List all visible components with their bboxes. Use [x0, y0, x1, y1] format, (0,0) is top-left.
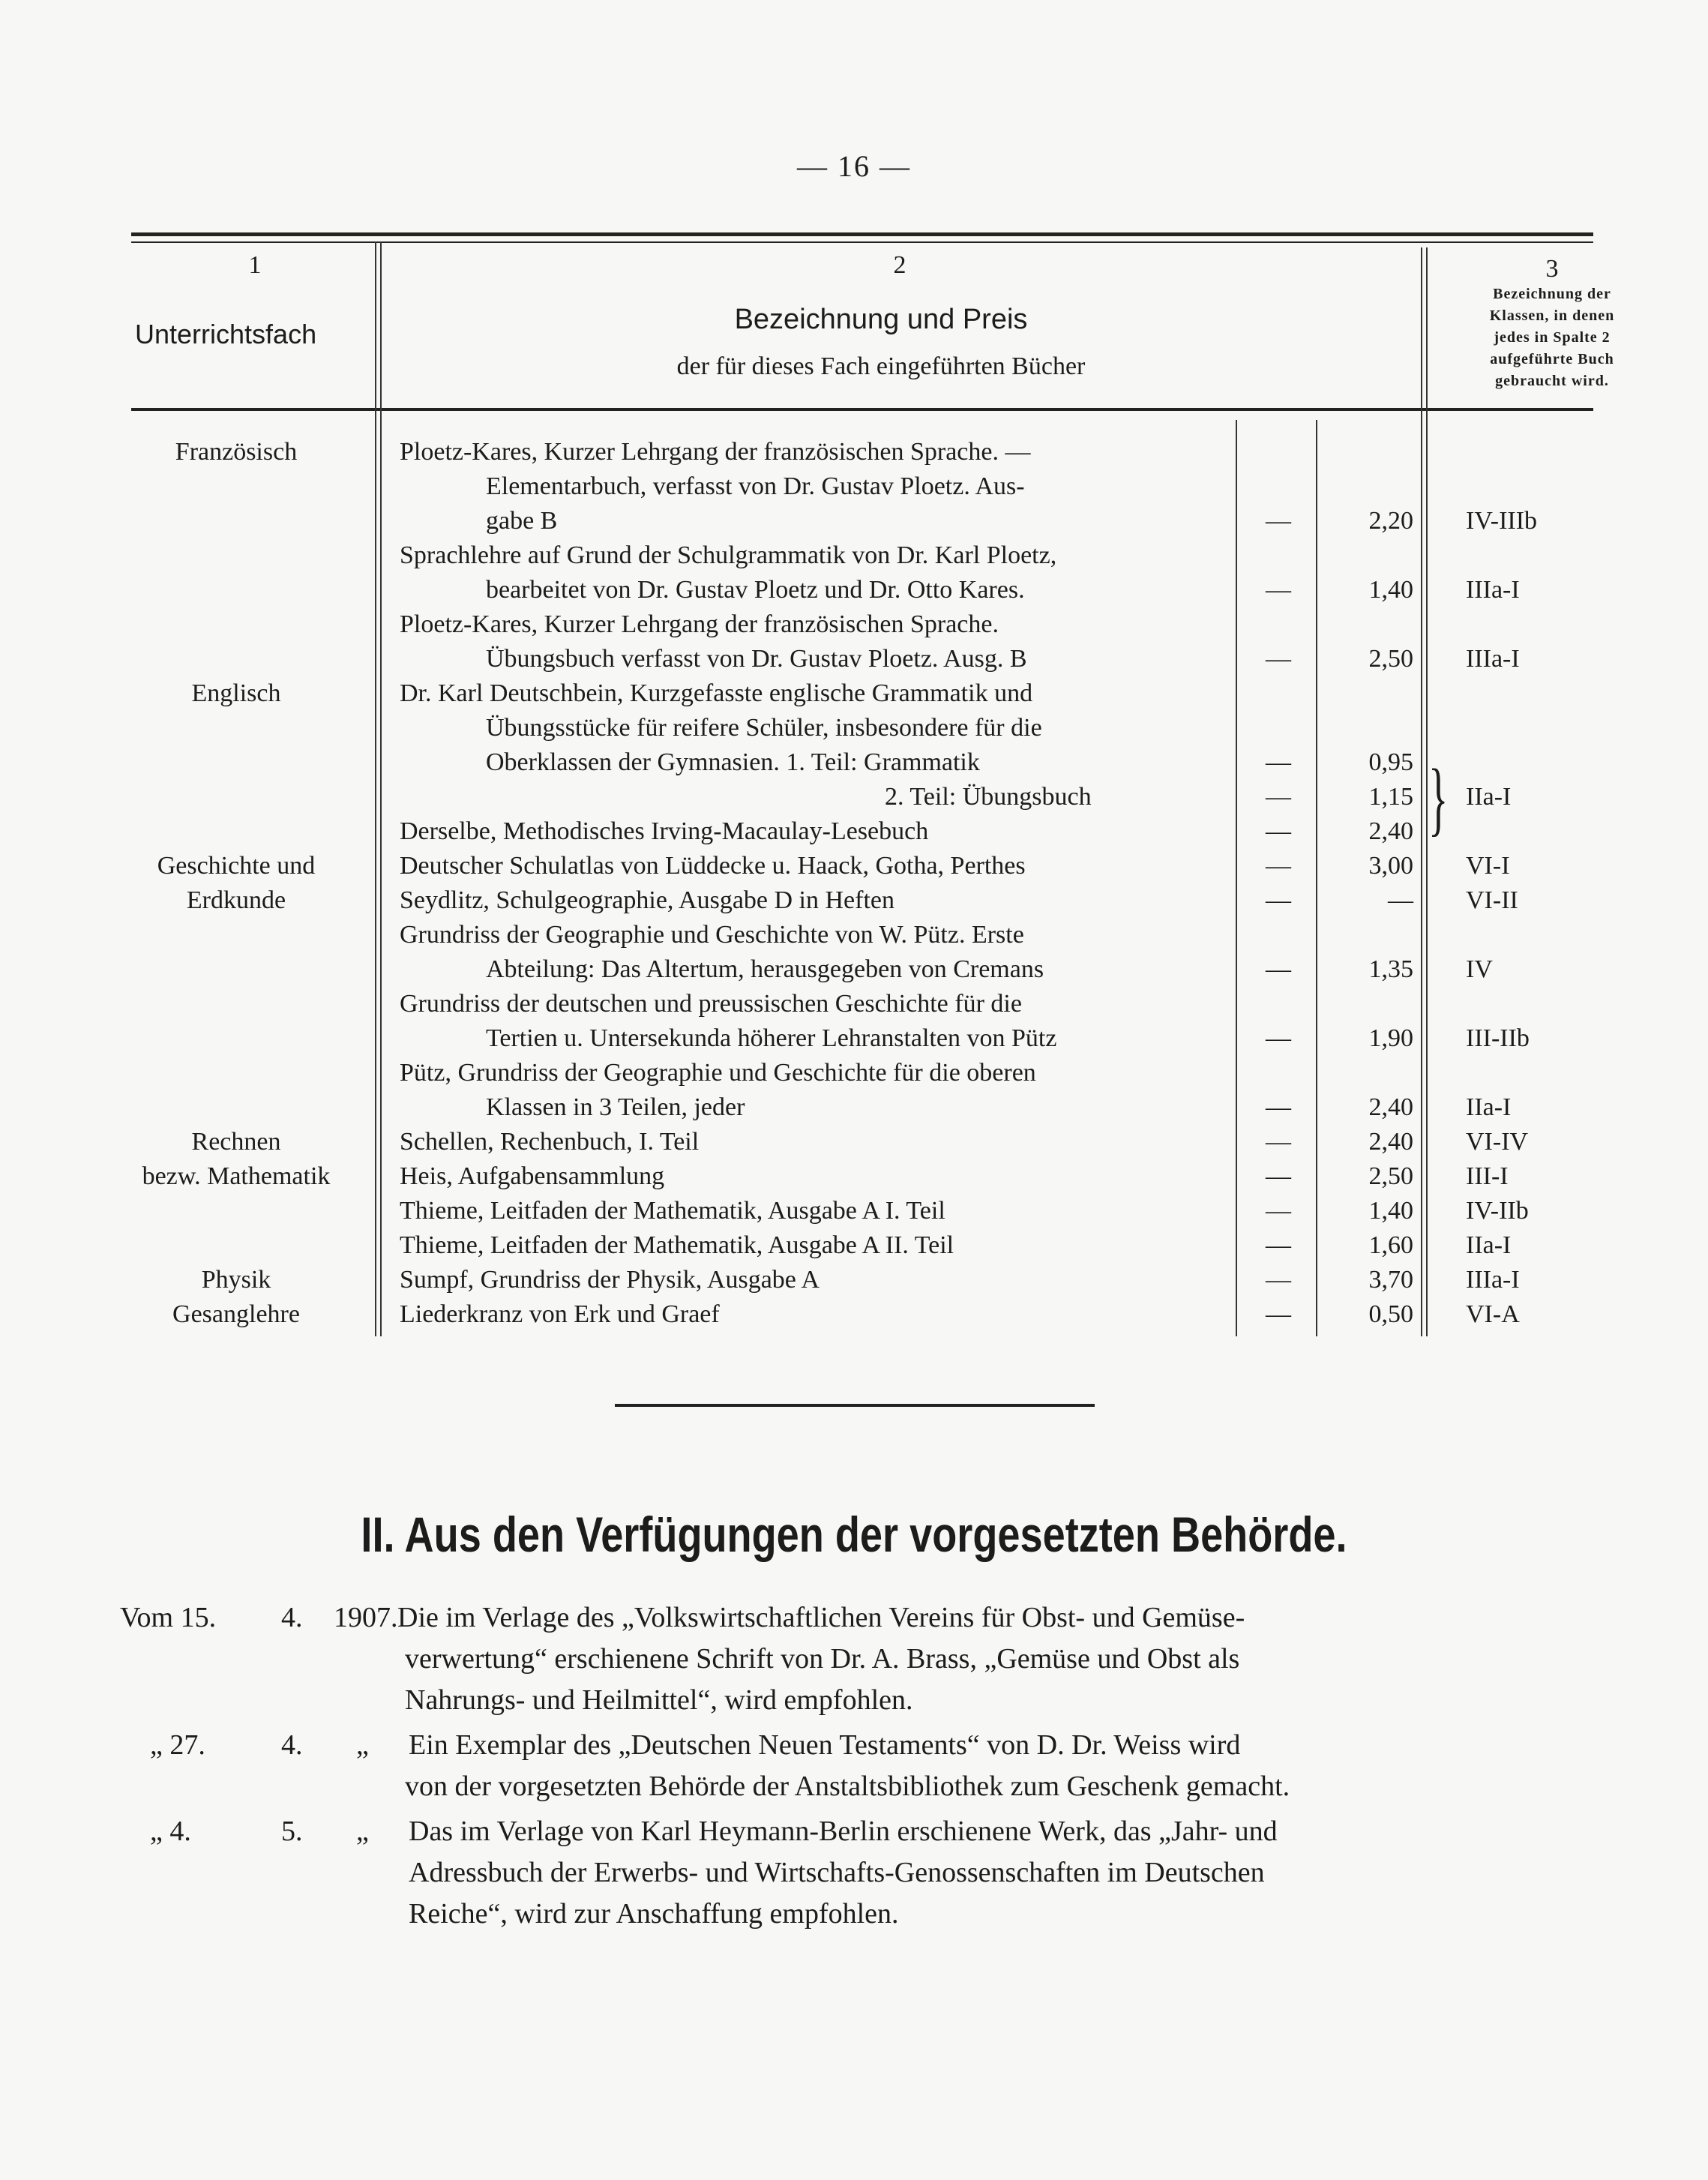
table-row: Erdkunde Seydlitz, Schulgeographie, Ausgabe D in Heften — — VI-II [186, 886, 1518, 914]
order-text-line: Nahrungs- und Heilmittel“, wird empfohlen. [405, 1684, 913, 1716]
table-row: bezw. Mathematik Heis, Aufgabensammlung — 2,50 III-I [142, 1162, 1509, 1190]
table-row: Physik Sumpf, Grundriss der Physik, Ausgabe A — 3,70 IIIa-I [201, 1266, 1520, 1294]
column-number-2: 2 [893, 251, 906, 279]
page-number: — 16 — [797, 149, 911, 183]
table-top-rule [131, 232, 1593, 236]
table-row: Geschichte und Deutscher Schulatlas von Lüddecke u. Haack, Gotha, Perthes — 3,00 VI-I [157, 852, 1510, 880]
table-row: Übungsstücke für reifere Schüler, insbesondere für die [486, 714, 1042, 742]
column-header-title: Bezeichnung und Preis [734, 304, 1028, 335]
table-row: bearbeitet von Dr. Gustav Ploetz und Dr. Otto Kares. — 1,40 IIIa-I [486, 576, 1520, 604]
order-text-line: Reiche“, wird zur Anschaffung empfohlen. [409, 1898, 899, 1930]
table-row: Thieme, Leitfaden der Mathematik, Ausgabe A II. Teil — 1,60 IIa-I [400, 1231, 1512, 1259]
table-row: Pütz, Grundriss der Geographie und Geschichte für die oberen [400, 1059, 1036, 1087]
order-date-month: 4. [281, 1602, 303, 1633]
column-header-subtitle: der für dieses Fach eingeführten Bücher [676, 352, 1086, 380]
table-row: Englisch Dr. Karl Deutschbein, Kurzgefasste englische Grammatik und [191, 679, 1033, 707]
brace-icon: } [1428, 752, 1449, 844]
table-row: Ploetz-Kares, Kurzer Lehrgang der französischen Sprache. [400, 610, 999, 638]
order-date-day: „ 4. [150, 1816, 191, 1847]
order-date-year: 1907. [334, 1602, 398, 1633]
table-row: gabe B — 2,20 IV-IIIb [486, 507, 1538, 535]
order-text-line: Ein Exemplar des „Deutschen Neuen Testaments“ von D. Dr. Weiss wird [409, 1729, 1241, 1761]
header-bottom-rule [131, 408, 1593, 411]
table-row: Sprachlehre auf Grund der Schulgrammatik von Dr. Karl Ploetz, [400, 541, 1057, 569]
table-row: 2. Teil: Übungsbuch — 1,15 IIa-I [885, 783, 1512, 811]
table-row: Gesanglehre Liederkranz von Erk und Graef — 0,50 VI-A [172, 1300, 1520, 1328]
section-separator [615, 1404, 1095, 1407]
table-row: Derselbe, Methodisches Irving-Macaulay-Lesebuch — 2,40 [400, 817, 1413, 845]
order-date-month: 5. [281, 1816, 303, 1847]
table-row: Elementarbuch, verfasst von Dr. Gustav Ploetz. Aus- [486, 472, 1025, 500]
order-text-line: verwertung“ erschienene Schrift von Dr. A. Brass, „Gemüse und Obst als [405, 1643, 1240, 1675]
order-date-month: 4. [281, 1729, 303, 1761]
table-row: Thieme, Leitfaden der Mathematik, Ausgabe A I. Teil — 1,40 IV-IIb [400, 1197, 1529, 1225]
order-date-day: Vom 15. [120, 1602, 217, 1633]
order-entry [150, 1811, 1590, 1939]
table-row: Oberklassen der Gymnasien. 1. Teil: Grammatik — 0,95 [486, 748, 1413, 776]
order-text-line: Das im Verlage von Karl Heymann-Berlin erschienene Werk, das „Jahr- und [409, 1816, 1278, 1847]
table-row: Französisch Ploetz-Kares, Kurzer Lehrgang der französischen Sprache. — [175, 438, 1031, 466]
table-row: Rechnen Schellen, Rechenbuch, I. Teil — 2,40 VI-IV [191, 1128, 1529, 1156]
order-date-year: „ [356, 1729, 369, 1761]
table-row: Abteilung: Das Altertum, herausgegeben von Cremans — 1,35 IV [486, 955, 1493, 983]
order-text-line: Adressbuch der Erwerbs- und Wirtschafts-Genossenschaften im Deutschen [409, 1857, 1265, 1888]
table-top-rule-thin [131, 241, 1593, 243]
order-date-year: „ [356, 1816, 369, 1847]
order-entry [150, 1725, 1590, 1811]
order-entry [120, 1597, 1590, 1725]
order-text-line: Die im Verlage des „Volkswirtschaftlichen Vereins für Obst- und Gemüse- [397, 1602, 1245, 1633]
table-row: Grundriss der deutschen und preussischen Geschichte für die [400, 990, 1022, 1018]
column-number-3: 3 [1545, 255, 1559, 283]
table-row: Klassen in 3 Teilen, jeder — 2,40 IIa-I [486, 1093, 1512, 1121]
table-row: Tertien u. Untersekunda höherer Lehranstalten von Pütz — 1,90 III-IIb [486, 1024, 1530, 1052]
column-header-subject: Unterrichtsfach [135, 319, 317, 349]
column-header-classes: Bezeichnung der Klassen, in denen jedes in Spalte 2 aufgeführte Buch gebraucht wird. [1489, 286, 1615, 389]
order-text-line: von der vorgesetzten Behörde der Anstaltsbibliothek zum Geschenk gemacht. [405, 1771, 1290, 1802]
table-row: Grundriss der Geographie und Geschichte von W. Pütz. Erste [400, 921, 1024, 949]
section-title: II. Aus den Verfügungen der vorgesetzten Behörde. [361, 1507, 1347, 1562]
table-row: Übungsbuch verfasst von Dr. Gustav Ploetz. Ausg. B — 2,50 IIIa-I [486, 645, 1520, 673]
column-number-1: 1 [248, 251, 262, 279]
order-date-day: „ 27. [150, 1729, 205, 1761]
